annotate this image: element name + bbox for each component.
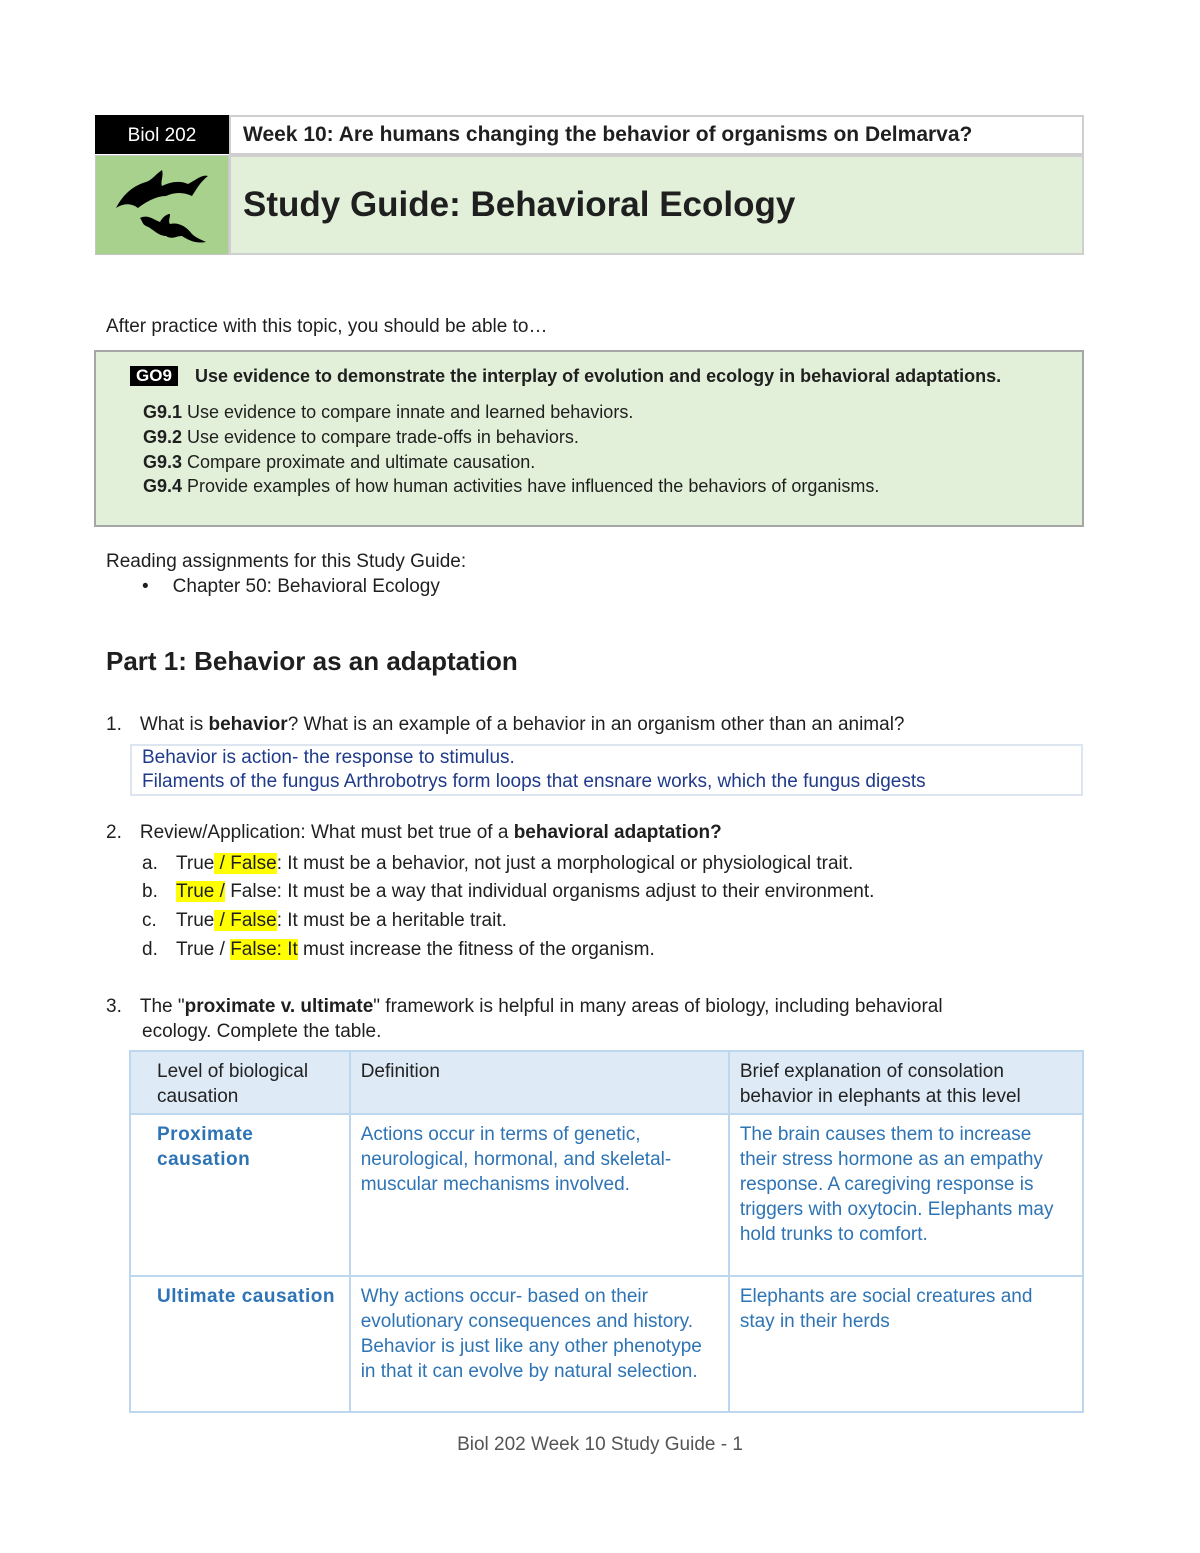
tf-label: b. bbox=[142, 881, 158, 902]
goal-item bbox=[143, 450, 535, 474]
tf-item bbox=[142, 936, 655, 964]
answer-box[interactable] bbox=[130, 744, 1083, 796]
question-bold: behavioral adaptation? bbox=[513, 822, 722, 843]
goal-text: Provide examples of how human activities have influenced the behaviors of organisms. bbox=[182, 476, 880, 496]
course-label: Biol 202 bbox=[95, 115, 229, 154]
goal-text: Use evidence to compare trade-offs in behaviors. bbox=[182, 427, 579, 447]
goal-item bbox=[143, 425, 579, 449]
week-title: Week 10: Are humans changing the behavior of organisms on Delmarva? bbox=[229, 115, 1084, 155]
tf-highlight: True / bbox=[176, 881, 225, 902]
bullet-icon: • bbox=[142, 576, 149, 597]
tf-text: : It must be a behavior, not just a morphological or physiological trait. bbox=[276, 853, 854, 874]
tf-text: False: bbox=[224, 881, 288, 902]
intro-text: After practice with this topic, you should be able to… bbox=[106, 316, 548, 337]
tf-text: True bbox=[176, 910, 215, 931]
reading-label: Reading assignments for this Study Guide: bbox=[106, 551, 467, 572]
question-text: ? What is an example of a behavior in an organism other than an animal? bbox=[287, 714, 905, 735]
question-1 bbox=[106, 713, 905, 737]
goal-item bbox=[143, 400, 633, 424]
tf-highlight: / False bbox=[214, 853, 277, 874]
question-text: What is bbox=[139, 714, 209, 735]
bats-icon bbox=[95, 155, 229, 255]
question-number: 2. bbox=[106, 822, 122, 843]
answer-line: Behavior is action- the response to stimulus. bbox=[142, 747, 515, 768]
reading-item bbox=[142, 575, 440, 599]
goal-heading: Use evidence to demonstrate the interplay of evolution and ecology in behavioral adaptations. bbox=[195, 366, 1002, 386]
section-heading: Part 1: Behavior as an adaptation bbox=[106, 646, 518, 676]
answer-line: Filaments of the fungus Arthrobotrys form loops that ensnare works, which the fungus digests bbox=[142, 771, 926, 792]
tf-label: d. bbox=[142, 939, 158, 960]
table-row bbox=[130, 1276, 1083, 1412]
table-cell-definition[interactable]: Actions occur in terms of genetic, neurological, hormonal, and skeletal-muscular mechanisms involved. bbox=[350, 1114, 729, 1276]
table-cell-level: Proximate causation bbox=[130, 1114, 350, 1276]
goal-code: G9.3 bbox=[143, 452, 183, 472]
question-bold: behavior bbox=[208, 714, 288, 735]
question-number: 3. bbox=[106, 996, 122, 1017]
reading-item-text: Chapter 50: Behavioral Ecology bbox=[172, 576, 440, 597]
tf-label: a. bbox=[142, 853, 158, 874]
question-3-cont: ecology. Complete the table. bbox=[142, 1021, 382, 1042]
question-text: Review/Application: What must bet true of a bbox=[139, 822, 514, 843]
question-3 bbox=[106, 995, 943, 1019]
goal-text: Compare proximate and ultimate causation. bbox=[182, 452, 536, 472]
goal-code: G9.1 bbox=[143, 402, 183, 422]
tf-item bbox=[142, 850, 853, 878]
question-bold: proximate v. ultimate bbox=[184, 996, 374, 1017]
goal-code: G9.4 bbox=[143, 476, 183, 496]
goal-badge: GO9 bbox=[130, 366, 178, 386]
page-title: Study Guide: Behavioral Ecology bbox=[229, 155, 1084, 255]
tf-text: It must be a way that individual organisms adjust to their environment. bbox=[287, 881, 875, 902]
tf-item bbox=[142, 907, 507, 935]
page-footer: Biol 202 Week 10 Study Guide - 1 bbox=[457, 1434, 743, 1455]
causation-table bbox=[129, 1050, 1084, 1413]
tf-highlight: / False bbox=[214, 910, 277, 931]
question-text: The " bbox=[139, 996, 185, 1017]
goal-text: Use evidence to compare innate and learned behaviors. bbox=[182, 402, 634, 422]
tf-text: must increase the fitness of the organism. bbox=[297, 939, 655, 960]
table-cell-explanation[interactable]: The brain causes them to increase their stress hormone as an empathy response. A caregiving response is triggers with oxytocin. Elephants may hold trunks to comfort. bbox=[729, 1114, 1083, 1276]
question-number: 1. bbox=[106, 714, 122, 735]
question-text: " framework is helpful in many areas of biology, including behavioral bbox=[373, 996, 943, 1017]
table-header: Brief explanation of consolation behavior in elephants at this level bbox=[729, 1051, 1083, 1114]
tf-label: c. bbox=[142, 910, 157, 931]
tf-text: : It must be a heritable trait. bbox=[276, 910, 507, 931]
tf-text: True bbox=[176, 853, 215, 874]
tf-highlight: False: It bbox=[230, 939, 298, 960]
table-header: Definition bbox=[350, 1051, 729, 1114]
question-2 bbox=[106, 821, 722, 845]
table-cell-explanation[interactable]: Elephants are social creatures and stay in their herds bbox=[729, 1276, 1083, 1412]
goal-item bbox=[143, 474, 879, 498]
tf-item bbox=[142, 878, 874, 906]
goal-code: G9.2 bbox=[143, 427, 183, 447]
tf-text: True / bbox=[176, 939, 231, 960]
table-cell-level: Ultimate causation bbox=[130, 1276, 350, 1412]
table-header: Level of biological causation bbox=[130, 1051, 350, 1114]
table-row bbox=[130, 1114, 1083, 1276]
table-cell-definition[interactable]: Why actions occur- based on their evolutionary consequences and history. Behavior is just like any other phenotype in that it can evolve by natural selection. bbox=[350, 1276, 729, 1412]
table-header-row bbox=[130, 1051, 1083, 1114]
